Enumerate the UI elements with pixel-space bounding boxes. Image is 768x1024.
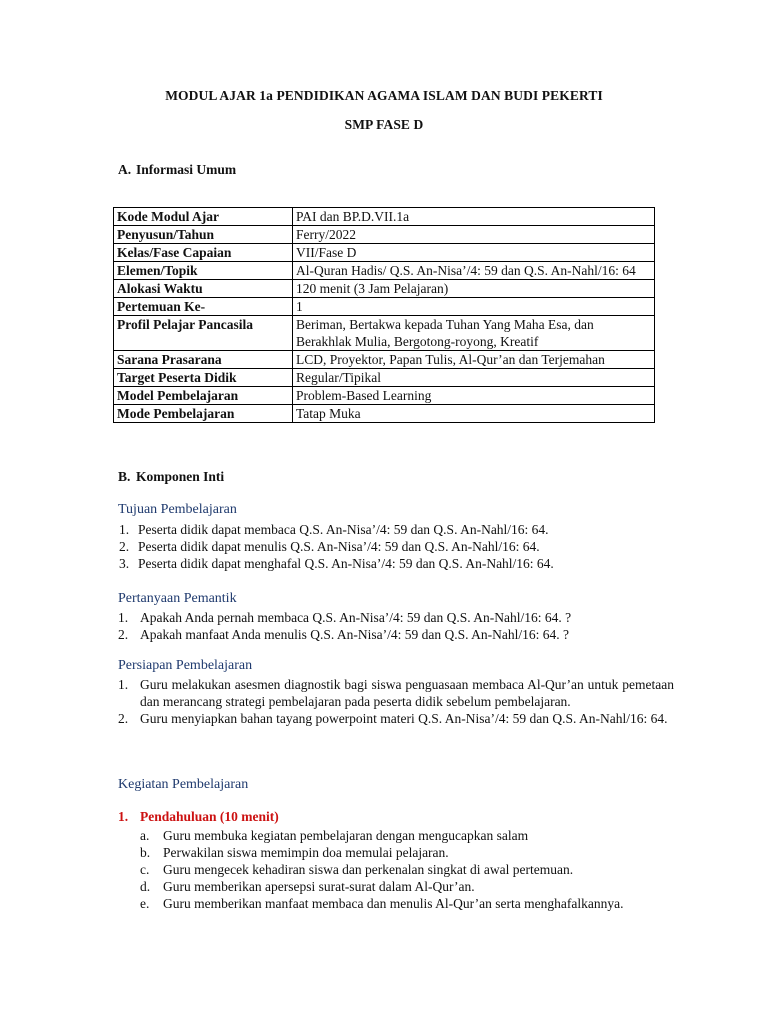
pendahuluan-list — [140, 827, 675, 912]
table-row — [114, 316, 655, 351]
info-key: Model Pembelajaran — [114, 387, 293, 405]
list-text: Apakah Anda pernah membaca Q.S. An-Nisa’/4: 59 dan Q.S. An-Nahl/16: 64. ? — [140, 610, 572, 625]
list-item — [118, 609, 658, 626]
info-value: 1 — [293, 298, 655, 316]
info-key: Kode Modul Ajar — [114, 208, 293, 226]
info-key: Pertemuan Ke- — [114, 298, 293, 316]
list-item — [140, 844, 675, 861]
table-row — [114, 280, 655, 298]
list-number: 2. — [118, 627, 129, 642]
table-row — [114, 405, 655, 423]
tujuan-list — [118, 521, 658, 572]
info-value: LCD, Proyektor, Papan Tulis, Al-Qur’an dan Terjemahan — [293, 351, 655, 369]
section-a-title: Informasi Umum — [136, 162, 237, 177]
info-value: Al-Quran Hadis/ Q.S. An-Nisa’/4: 59 dan Q.S. An-Nahl/16: 64 — [293, 262, 655, 280]
list-item — [118, 555, 658, 572]
list-letter: d. — [140, 879, 151, 894]
section-a-letter: A. — [118, 162, 132, 177]
list-number: 1. — [118, 677, 129, 692]
info-key: Elemen/Topik — [114, 262, 293, 280]
pertanyaan-heading: Pertanyaan Pemantik — [118, 591, 237, 606]
list-item — [118, 538, 658, 555]
list-item — [118, 626, 658, 643]
pendahuluan-number: 1. — [118, 809, 129, 824]
tujuan-heading: Tujuan Pembelajaran — [118, 502, 237, 517]
table-row — [114, 387, 655, 405]
document-title: MODUL AJAR 1a PENDIDIKAN AGAMA ISLAM DAN BUDI PEKERTI — [165, 88, 603, 103]
table-row — [114, 369, 655, 387]
info-value: Beriman, Bertakwa kepada Tuhan Yang Maha Esa, dan Berakhlak Mulia, Bergotong-royong, Kreatif — [293, 316, 655, 351]
list-text: Perwakilan siswa memimpin doa memulai pelajaran. — [163, 845, 449, 860]
info-value: Problem-Based Learning — [293, 387, 655, 405]
info-table — [113, 207, 655, 423]
list-number: 3. — [119, 556, 130, 571]
info-key: Sarana Prasarana — [114, 351, 293, 369]
pendahuluan-title: Pendahuluan (10 menit) — [140, 809, 279, 824]
list-text: Guru memberikan manfaat membaca dan menulis Al-Qur’an serta menghafalkannya. — [163, 896, 624, 911]
info-value: 120 menit (3 Jam Pelajaran) — [293, 280, 655, 298]
list-text: Guru mengecek kehadiran siswa dan perkenalan singkat di awal pertemuan. — [163, 862, 574, 877]
list-letter: b. — [140, 845, 151, 860]
list-text: Guru memberikan apersepsi surat-surat dalam Al-Qur’an. — [163, 879, 475, 894]
list-number: 1. — [119, 522, 130, 537]
list-item — [118, 521, 658, 538]
document-subtitle: SMP FASE D — [344, 117, 424, 132]
info-key: Profil Pelajar Pancasila — [114, 316, 293, 351]
section-b-heading — [118, 469, 224, 485]
section-b-letter: B. — [118, 469, 131, 484]
info-value: Regular/Tipikal — [293, 369, 655, 387]
list-item — [118, 710, 674, 727]
list-number: 1. — [118, 610, 129, 625]
info-value: PAI dan BP.D.VII.1a — [293, 208, 655, 226]
list-item — [140, 861, 675, 878]
info-value: Tatap Muka — [293, 405, 655, 423]
list-text: Peserta didik dapat menulis Q.S. An-Nisa’/4: 59 dan Q.S. An-Nahl/16: 64. — [138, 539, 540, 554]
section-b-title: Komponen Inti — [136, 469, 225, 484]
list-item — [140, 827, 675, 844]
info-key: Target Peserta Didik — [114, 369, 293, 387]
table-row — [114, 244, 655, 262]
list-text: Guru melakukan asesmen diagnostik bagi siswa penguasaan membaca Al-Qur’an untuk pemetaan dan merancang strategi pembelajaran pada peserta didik sebelum pembelajaran. — [140, 677, 674, 709]
info-key: Penyusun/Tahun — [114, 226, 293, 244]
info-key: Mode Pembelajaran — [114, 405, 293, 423]
list-text: Peserta didik dapat menghafal Q.S. An-Nisa’/4: 59 dan Q.S. An-Nahl/16: 64. — [138, 556, 554, 571]
list-text: Apakah manfaat Anda menulis Q.S. An-Nisa’/4: 59 dan Q.S. An-Nahl/16: 64. ? — [140, 627, 569, 642]
list-number: 2. — [119, 539, 130, 554]
list-text: Peserta didik dapat membaca Q.S. An-Nisa’/4: 59 dan Q.S. An-Nahl/16: 64. — [138, 522, 549, 537]
pendahuluan-heading — [118, 809, 279, 825]
table-row — [114, 298, 655, 316]
section-a-heading — [118, 162, 236, 178]
list-letter: e. — [140, 896, 150, 911]
info-value: Ferry/2022 — [293, 226, 655, 244]
info-value: VII/Fase D — [293, 244, 655, 262]
table-row — [114, 208, 655, 226]
table-row — [114, 226, 655, 244]
list-text: Guru menyiapkan bahan tayang powerpoint materi Q.S. An-Nisa’/4: 59 dan Q.S. An-Nahl/16: 64. — [140, 711, 668, 726]
table-row — [114, 351, 655, 369]
info-key: Kelas/Fase Capaian — [114, 244, 293, 262]
list-letter: c. — [140, 862, 150, 877]
list-text: Guru membuka kegiatan pembelajaran dengan mengucapkan salam — [163, 828, 529, 843]
persiapan-list — [118, 676, 674, 727]
list-item — [118, 676, 674, 710]
list-letter: a. — [140, 828, 150, 843]
persiapan-heading: Persiapan Pembelajaran — [118, 658, 253, 673]
pertanyaan-list — [118, 609, 658, 643]
kegiatan-heading: Kegiatan Pembelajaran — [118, 777, 249, 792]
list-item — [140, 895, 675, 912]
list-number: 2. — [118, 711, 129, 726]
table-row — [114, 262, 655, 280]
info-key: Alokasi Waktu — [114, 280, 293, 298]
list-item — [140, 878, 675, 895]
